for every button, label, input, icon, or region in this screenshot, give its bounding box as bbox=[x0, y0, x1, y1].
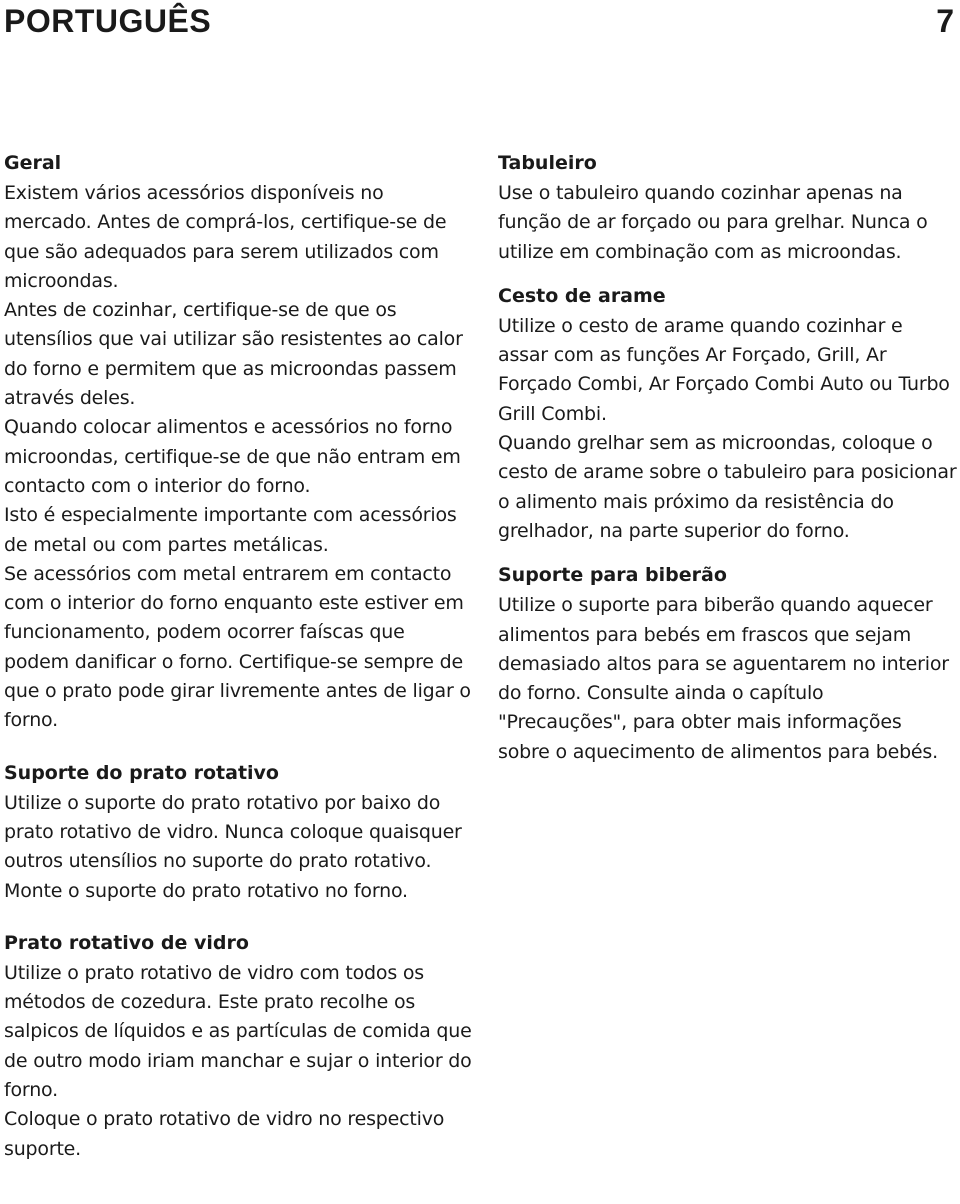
section-heading-tabuleiro: Tabuleiro bbox=[498, 152, 597, 174]
page-number: 7 bbox=[936, 3, 954, 39]
section-heading-biberao: Suporte para biberão bbox=[498, 564, 727, 587]
paragraph: Utilize o suporte do prato rotativo por baixo do prato rotativo de vidro. Nunca coloque quaisquer outros utensílios no suporte do prato rotativo. bbox=[4, 791, 462, 873]
right-column bbox=[498, 148, 958, 791]
paragraph: Antes de cozinhar, certifique-se de que os utensílios que vai utilizar são resistentes ao calor do forno e permitem que as microondas passem através deles. bbox=[4, 299, 463, 410]
page-header bbox=[0, 0, 960, 44]
paragraph: Utilize o suporte para biberão quando aquecer alimentos para bebés em frascos que sejam demasiado altos para se aguentarem no interior do forno. Consulte ainda o capítulo "Precauções", para obter mais informações sobre o aquecimento de alimentos para bebés. bbox=[498, 594, 949, 763]
section-suporte-biberao bbox=[498, 560, 958, 767]
section-heading-suporte-prato: Suporte do prato rotativo bbox=[4, 761, 279, 784]
paragraph: Quando colocar alimentos e acessórios no forno microondas, certifique-se de que não entram em contacto com o interior do forno. bbox=[4, 416, 461, 497]
section-heading-prato-vidro: Prato rotativo de vidro bbox=[4, 931, 249, 954]
section-prato-rotativo-vidro bbox=[4, 928, 474, 1164]
paragraph: Monte o suporte do prato rotativo no forno. bbox=[4, 879, 408, 902]
section-suporte-prato-rotativo bbox=[4, 758, 474, 906]
paragraph: Use o tabuleiro quando cozinhar apenas na função de ar forçado ou para grelhar. Nunca o utilize em combinação com as microondas. bbox=[498, 182, 928, 263]
section-geral bbox=[4, 148, 474, 736]
paragraph: Isto é especialmente importante com acessórios de metal ou com partes metálicas. bbox=[4, 504, 457, 556]
paragraph: Se acessórios com metal entrarem em contacto com o interior do forno enquanto este estiver em funcionamento, podem ocorrer faíscas que podem danificar o forno. Certifique-se sempre de que o prato pode girar livremente antes de ligar o forno. bbox=[4, 562, 471, 732]
section-tabuleiro bbox=[498, 148, 958, 267]
section-heading-geral: Geral bbox=[4, 152, 62, 174]
paragraph: Coloque o prato rotativo de vidro no respectivo suporte. bbox=[4, 1108, 445, 1160]
paragraph: Utilize o cesto de arame quando cozinhar e assar com as funções Ar Forçado, Grill, Ar Forçado Combi, Ar Forçado Combi Auto ou Turbo Grill Combi. bbox=[498, 314, 950, 425]
paragraph: Utilize o prato rotativo de vidro com todos os métodos de cozedura. Este prato recolhe os salpicos de líquidos e as partículas de comida que de outro modo iriam manchar e sujar o interior do forno. bbox=[4, 961, 472, 1102]
left-column bbox=[4, 148, 474, 1188]
paragraph: Existem vários acessórios disponíveis no mercado. Antes de comprá-los, certifique-se de que são adequados para serem utilizados com microondas. bbox=[4, 182, 447, 292]
section-cesto-arame bbox=[498, 281, 958, 546]
section-heading-cesto: Cesto de arame bbox=[498, 284, 666, 307]
paragraph: Quando grelhar sem as microondas, coloque o cesto de arame sobre o tabuleiro para posicionar o alimento mais próximo da resistência do grelhador, na parte superior do forno. bbox=[498, 432, 957, 542]
language-title: PORTUGUÊS bbox=[4, 3, 212, 39]
